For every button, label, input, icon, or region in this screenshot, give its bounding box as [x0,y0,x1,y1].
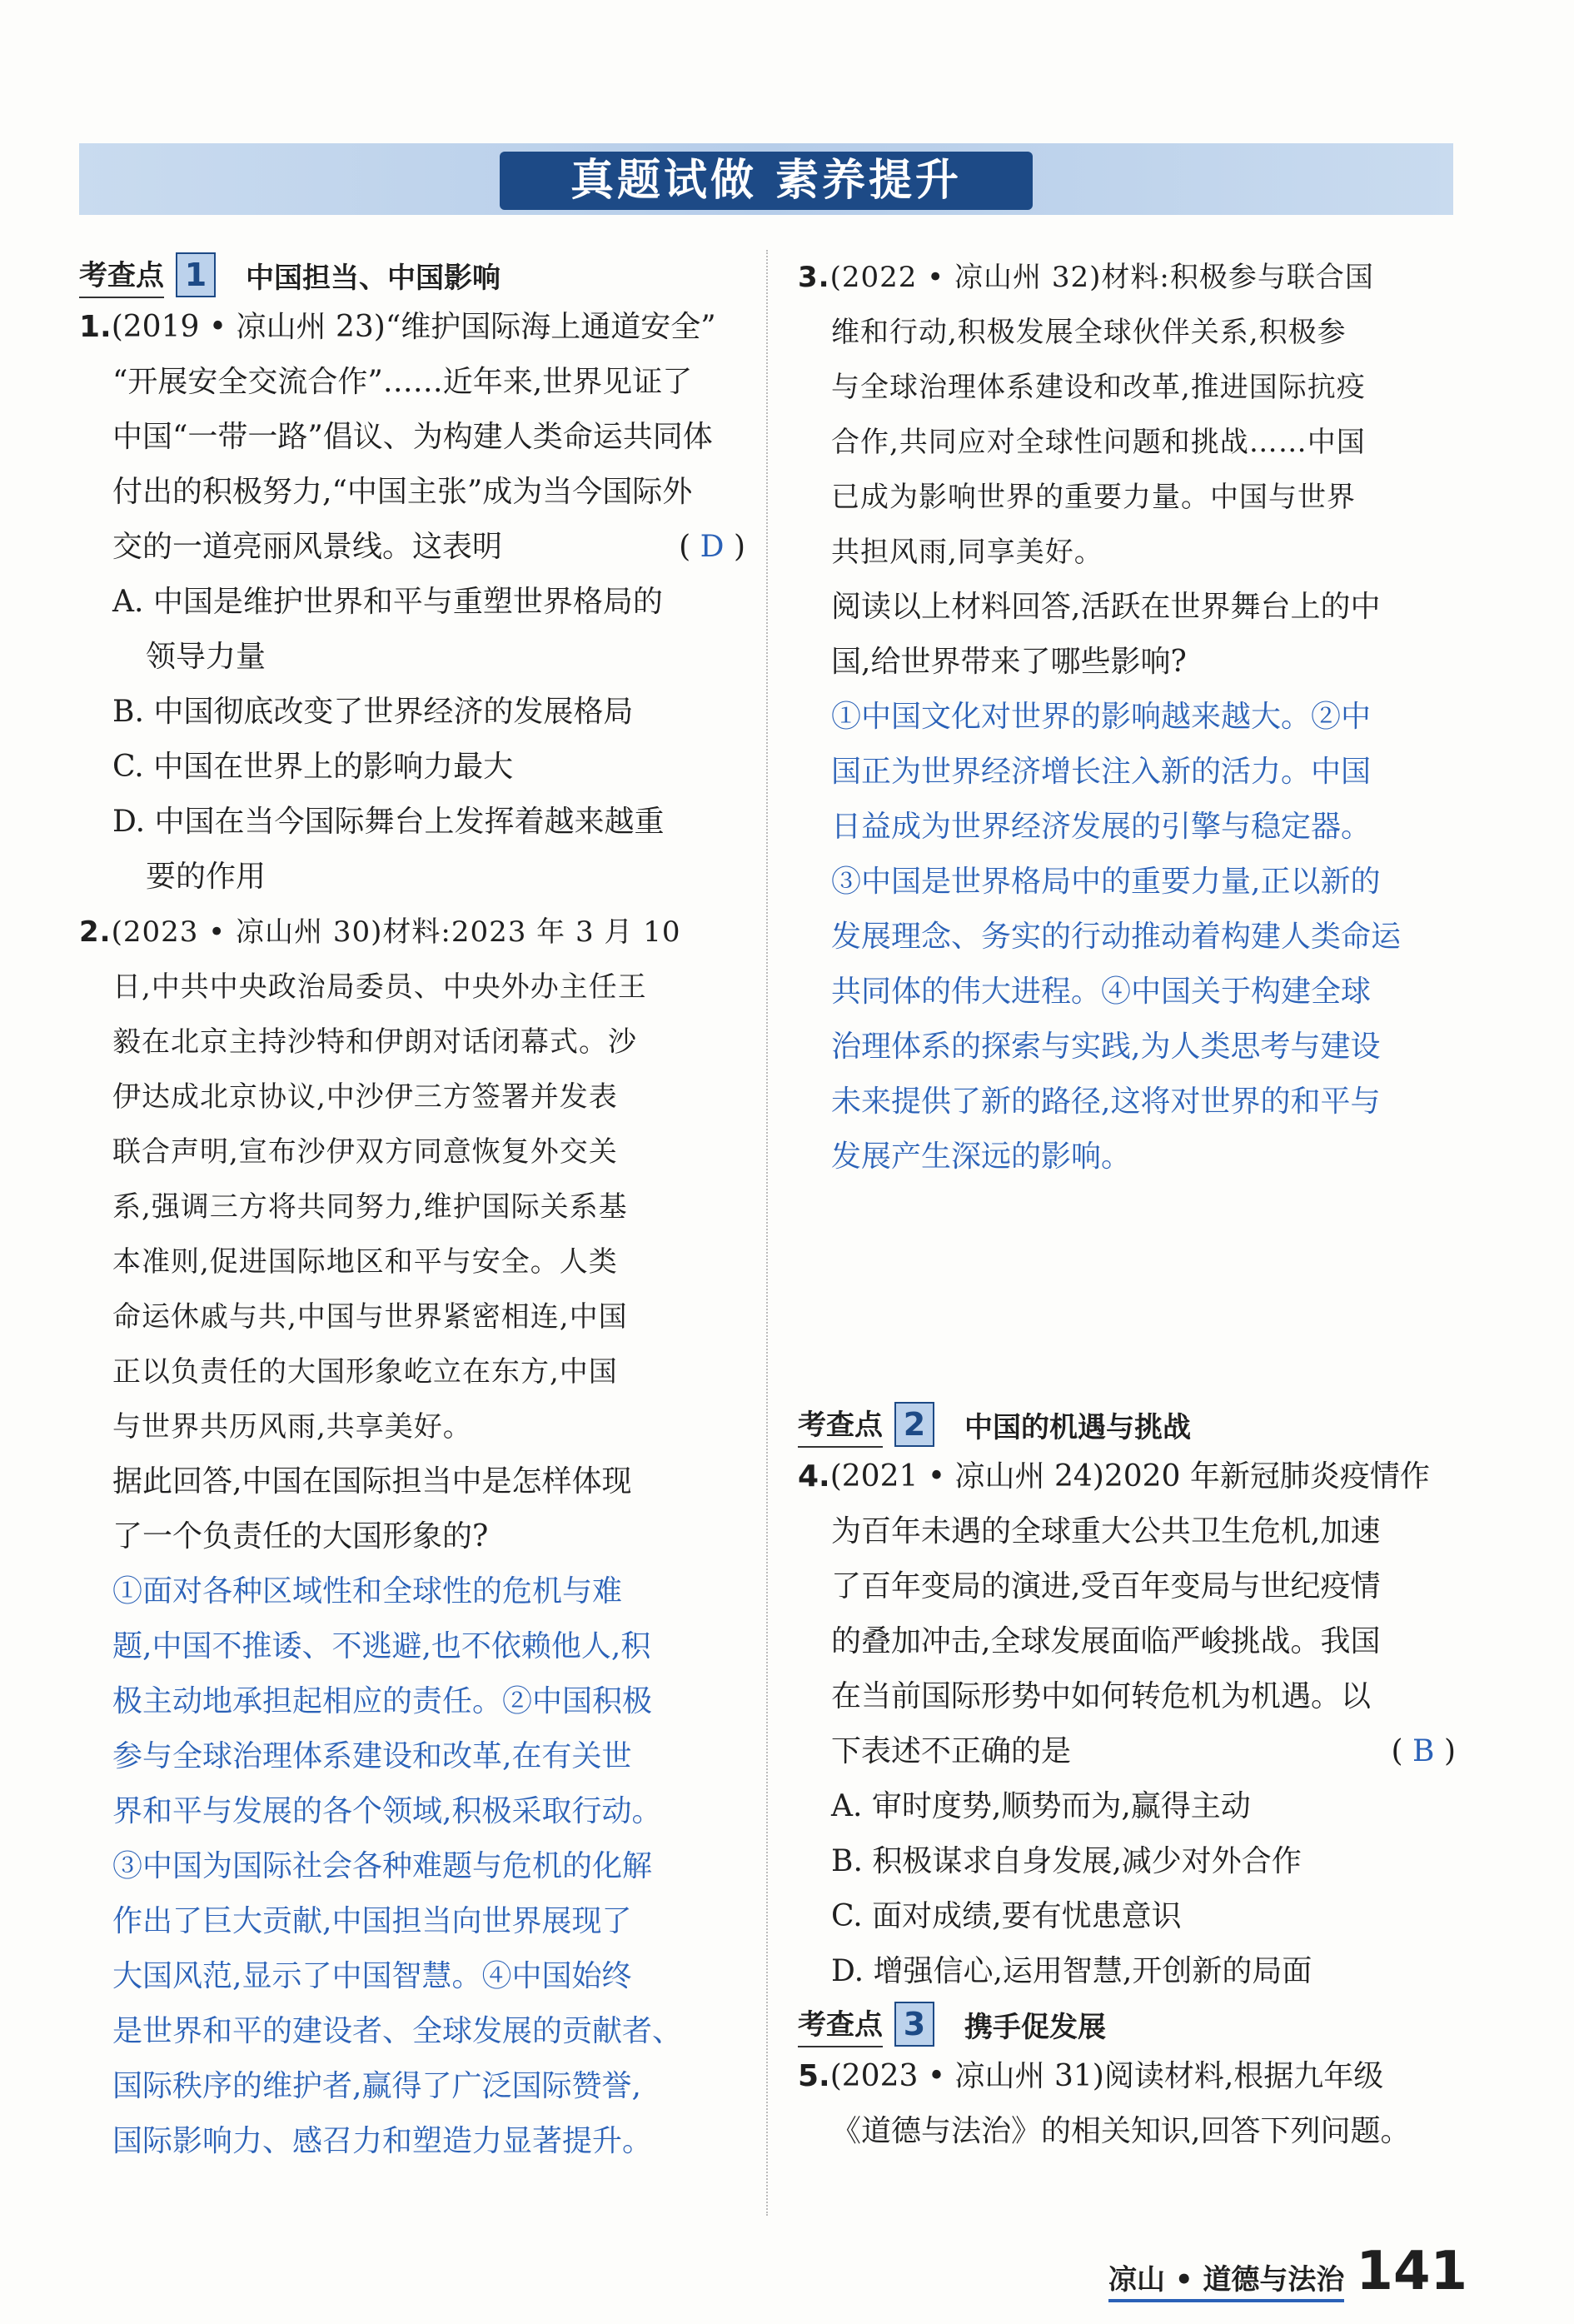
subject-label: 凉山 • 道德与法治 [1108,2257,1344,2302]
section-title: 携手促发展 [964,2010,1106,2044]
right-column [798,250,1456,2159]
option-b: B. 积极谋求自身发展,减少对外合作 [831,1844,1302,1878]
section-number: 1 [176,252,216,297]
answer-choice: D [700,530,725,564]
section-number: 2 [894,1402,934,1447]
left-column [79,250,745,2169]
option-c: C. 面对成绩,要有忧患意识 [831,1899,1182,1933]
section-header-3: 考查点 3 携手促发展 [798,1999,1456,2049]
question-5: 5.(2023 • 凉山州 31)阅读材料,根据九年级 《道德与法治》的相关知识,回答下列问题。 [798,2059,1411,2148]
question-4: 4.(2021 • 凉山州 24)2020 年新冠肺炎疫情作 为百年未遇的全球重大公共卫生危机,加速 了百年变局的演进,受百年变局与世纪疫情 的叠加冲击,全球发展面临严峻挑战。我国 在当前国际形势中如何转危机为机遇。以 下表述不正确的是 ( B ) A. 审时度势,顺势而为,赢得主动 B. 积极谋求自身发展,减少对外合作 C. 面对成绩,要有忧患意识 D. 增强信心,运用智慧,开创新的局面 [798,1449,1456,1999]
option-a: A. 中国是维护世界和平与重塑世界格局的 [112,585,663,619]
option-c: C. 中国在世界上的影响力最大 [112,750,514,784]
answer-bracket: ( D ) [679,530,745,564]
section-number: 3 [894,2002,934,2047]
answer-text: ①面对各种区域性和全球性的危机与难 题,中国不推诿、不逃避,也不依赖他人,积 极主动地承担起相应的责任。②中国积极 参与全球治理体系建设和改革,在有关世 界和平与发展的各个领域,积极采取行动。 ③中国为国际社会各种难题与危机的化解 作出了巨大贡献,中国担当向世界展现了 大国风范,显示了中国智慧。④中国始终 是世界和平的建设者、全球发展的贡献者、 国际秩序的维护者,赢得了广泛国际赞誉, 国际影响力、感召力和塑造力显著提升。 [112,1574,683,2158]
option-b: B. 中国彻底改变了世界经济的发展格局 [112,695,634,729]
question-2: 2.(2023 • 凉山州 30)材料:2023 年 3 月 10 日,中共中央政治局委员、中央外办主任王 毅在北京主持沙特和伊朗对话闭幕式。沙 伊达成北京协议,中沙伊三方签署并发表 联合声明,宣布沙伊双方同意恢复外交关 系,强调三方将共同努力,维护国际关系基 本准则,促进国际地区和平与安全。人类 命运休戚与共,中国与世界紧密相连,中国 正以负责任的大国形象屹立在东方,中国 与世界共历风雨,共享美好。 据此回答,中国在国际担当中是怎样体现 了一个负责任的大国形象的? ①面对各种区域性和全球性的危机与难 题,中国不推诿、不逃避,也不依赖他人,积 极主动地承担起相应的责任。②中国积极 参与全球治理体系建设和改革,在有关世 界和平与发展的各个领域,积极采取行动。 ③中国为国际社会各种难题与危机的化解 作出了巨大贡献,中国担当向世界展现了 大国风范,显示了中国智慧。④中国始终 是世界和平的建设者、全球发展的贡献者、 国际秩序的维护者,赢得了广泛国际赞誉, 国际影响力、感召力和塑造力显著提升。 [79,905,745,2169]
column-divider [766,250,768,2216]
answer-text: ①中国文化对世界的影响越来越大。②中 国正为世界经济增长注入新的活力。中国 日益成为世界经济发展的引擎与稳定器。 ③中国是世界格局中的重要力量,正以新的 发展理念、务实的行动推动着构建人类命运 共同体的伟大进程。④中国关于构建全球 治理体系的探索与实践,为人类思考与建设 未来提供了新的路径,这将对世界的和平与 发展产生深远的影响。 [831,700,1402,1174]
question-1: 1.(2019 • 凉山州 23)“维护国际海上通道安全” “开展安全交流合作”……近年来,世界见证了 中国“一带一路”倡议、为构建人类命运共同体 付出的积极努力,“中国主张”成为当今国际外 交的一道亮丽风景线。这表明 ( D ) A. 中国是维护世界和平与重塑世界格局的 领导力量 B. 中国彻底改变了世界经济的发展格局 C. 中国在世界上的影响力最大 D. 中国在当今国际舞台上发挥着越来越重 要的作用 [79,310,745,894]
section-header-1: 考查点 1 中国担当、中国影响 [79,250,745,300]
page-number: 141 [1356,2241,1467,2302]
page-footer [1108,2241,1467,2302]
option-d: D. 增强信心,运用智慧,开创新的局面 [831,1954,1312,1988]
section-header-2: 考查点 2 中国的机遇与挑战 [798,1399,1456,1449]
section-title: 中国的机遇与挑战 [964,1410,1191,1444]
answer-choice: B [1412,1734,1435,1768]
section-title: 中国担当、中国影响 [246,261,501,295]
banner-title: 真题试做 素养提升 [500,152,1033,210]
option-a: A. 审时度势,顺势而为,赢得主动 [831,1789,1251,1823]
answer-bracket: ( B ) [1391,1734,1456,1768]
question-3: 3.(2022 • 凉山州 32)材料:积极参与联合国 维和行动,积极发展全球伙伴关系,积极参 与全球治理体系建设和改革,推进国际抗疫 合作,共同应对全球性问题和挑战……中国 已成为影响世界的重要力量。中国与世界 共担风雨,同享美好。 阅读以上材料回答,活跃在世界舞台上的中 国,给世界带来了哪些影响? ①中国文化对世界的影响越来越大。②中 国正为世界经济增长注入新的活力。中国 日益成为世界经济发展的引擎与稳定器。 ③中国是世界格局中的重要力量,正以新的 发展理念、务实的行动推动着构建人类命运 共同体的伟大进程。④中国关于构建全球 治理体系的探索与实践,为人类思考与建设 未来提供了新的路径,这将对世界的和平与 发展产生深远的影响。 [798,250,1456,1184]
option-d: D. 中国在当今国际舞台上发挥着越来越重 [112,805,665,839]
